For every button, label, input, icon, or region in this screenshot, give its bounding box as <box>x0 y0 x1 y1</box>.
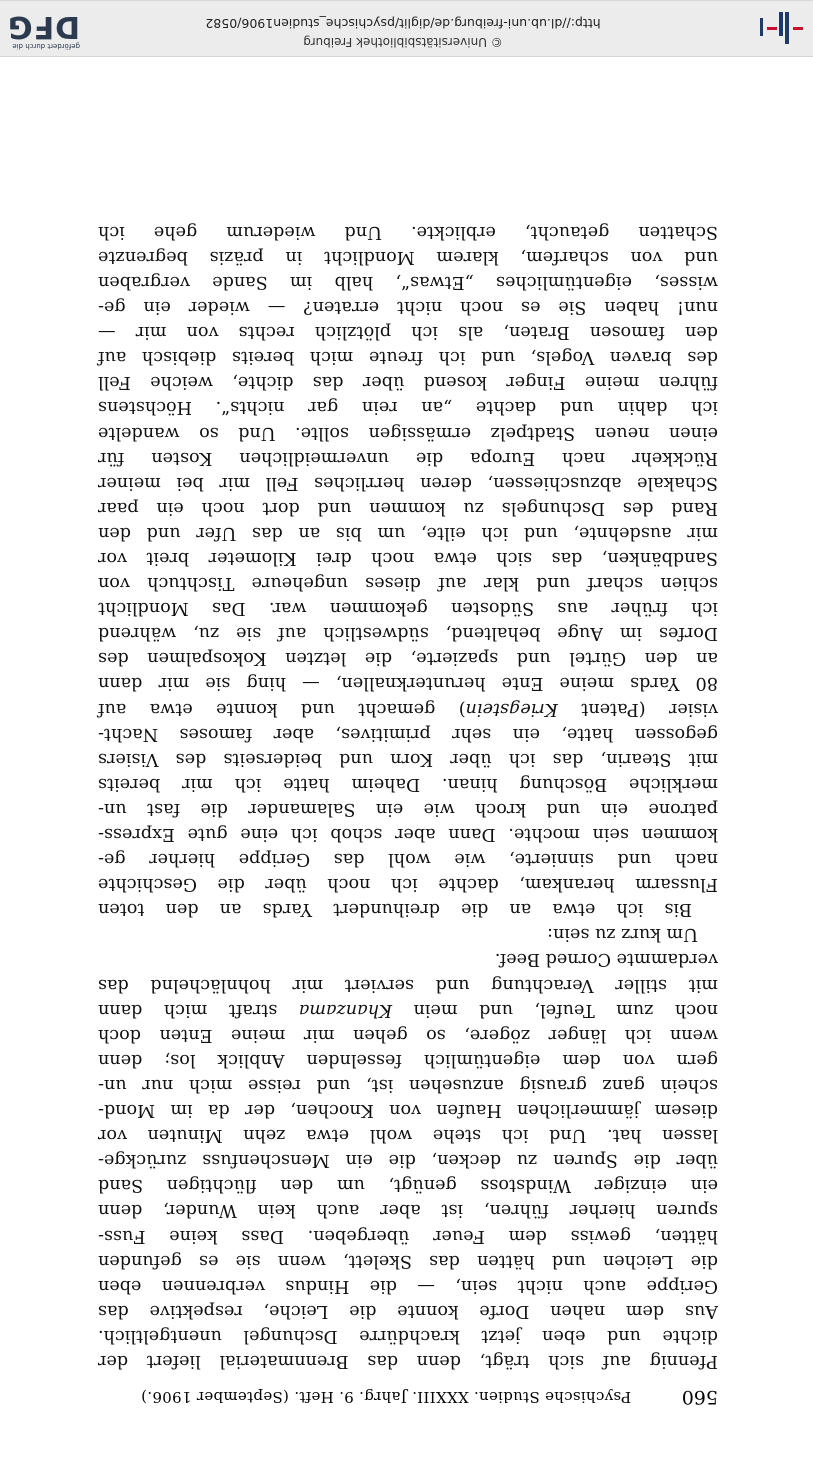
text-line: Pfennig auf sich trägt, denn das Brennmaterial liefert der <box>98 1351 718 1371</box>
text-line: einen neuen Stadtpelz ermässigen sollte. Und so wandelte <box>98 422 718 443</box>
text-line: noch zum Teufel, und mein Khanzama straft mich dann <box>98 999 718 1020</box>
text-line: ich dahin und dachte „an rein gar nichts“. Höchstens <box>98 397 718 418</box>
text-line: verdammte Corned Beef. <box>494 949 718 970</box>
text-line: Rand des Dschungels zu kommen und dort noch ein paar <box>98 497 718 518</box>
text-line: schien scharf und klar auf dieses ungeheure Tischtuch von <box>98 573 718 594</box>
text-line: 80 Yards meine Ente herunterknallen, — hing sie mir dann <box>98 673 718 694</box>
body-text <box>98 219 718 1373</box>
text-line: an den Gürtel und spazierte, die letzten Kokospalmen des <box>98 648 718 669</box>
dfg-sub-label: gefördert durch die <box>12 42 80 50</box>
text-line: diesem jämmerlichen Haufen von Knochen, der da im Mond- <box>98 1100 718 1121</box>
text-line: Schakale abzuschiessen, deren herrliches Fell mir bei meiner <box>98 472 718 493</box>
text-line: führen meine Finger kosend über das dichte, weiche Fell <box>98 372 718 393</box>
text-line: merkliche Böschung hinan. Daheim hatte ich mir bereits <box>98 773 718 794</box>
page-header <box>98 1386 718 1408</box>
text-line: nach und sinnierte, wie wohl das Gerippe hierher ge- <box>98 849 718 870</box>
text-line: Um kurz zu sein: <box>547 924 698 945</box>
ub-freiburg-logo-icon[interactable] <box>755 10 805 46</box>
text-line: mit Stearin, das ich über Korn und beiderseits des Visiers <box>98 748 718 769</box>
text-line: Rückkehr nach Europa die unvermeidlichen Kosten für <box>98 447 718 468</box>
text-line: schein ganz grausig anzusehen ist, und reisse mich nur un- <box>98 1074 718 1095</box>
text-line: die Leichen und hätten das Skelett, wenn sie es gefunden <box>98 1250 718 1271</box>
bottom-divider <box>0 0 813 1</box>
text-line: wisses, eigentümliches „Etwas“, halb im Sande vergraben <box>98 271 718 292</box>
text-line: kommen sein mochte. Dann aber schob ich eine gute Express- <box>98 824 718 845</box>
text-line: mit stiller Verachtung und serviert mir hohnlächelnd das <box>98 974 718 995</box>
text-line: nun! haben Sie es noch nicht erraten? — wieder ein ge- <box>98 297 718 318</box>
text-line: Bis ich etwa an die dreihundert Yards an den toten <box>98 899 692 920</box>
text-line: mir ausdehnte, und ich eilte, um bis an das Ufer und den <box>98 522 718 543</box>
text-line: spuren hierher führen, ist aber auch kein Wunder, denn <box>98 1200 718 1221</box>
text-line: Flussarm herankam, dachte ich noch über die Geschichte <box>98 874 718 895</box>
text-line: visier (Patent Kriegstein) gemacht und konnte etwa auf <box>98 698 718 719</box>
page-text <box>98 219 718 1408</box>
viewer-footer-bar <box>0 0 813 57</box>
copyright-notice: © Universitätsbibliothek Freiburg <box>303 35 503 49</box>
text-line: patrone ein und kroch wie ein Salamander die fast un- <box>98 798 718 819</box>
text-line: Gerippe auch nicht sein, — die Hindus verbrennen eben <box>98 1275 718 1296</box>
text-line: Dorfes im Auge behaltend, südwestlich auf sie zu, während <box>98 623 718 644</box>
page-number: 560 <box>681 1386 718 1408</box>
text-line: Aus dem nahen Dorfe konnte die Leiche, respektive das <box>98 1300 718 1321</box>
text-line: wenn ich länger zögere, so gehen mir meine Enten doch <box>98 1024 718 1045</box>
text-line: lassen hat. Und ich stehe wohl etwa zehn Minuten vor <box>98 1125 718 1146</box>
running-head: Psychische Studien. XXXIII. Jahrg. 9. Heft. (September 1906.) <box>140 1388 632 1406</box>
text-line: ich früher aus Südosten gekommen war. Das Mondlicht <box>98 598 718 619</box>
text-line: Schatten getaucht, erblickte. Und wiederum gehe ich <box>98 221 718 242</box>
text-line: gegossen hatte, ein sehr primitives, aber famoses Nacht- <box>98 723 718 744</box>
text-line: den famosen Braten, als ich plötzlich rechts von mir — <box>98 322 718 343</box>
text-line: gern von dem eigentümlich fesselnden Anblick los; denn <box>98 1049 718 1070</box>
text-line: dichte und eben jetzt krachdürre Dschungel unentgeltlich. <box>98 1325 718 1346</box>
dfg-logo-text: DFG <box>6 9 80 44</box>
text-line: des braven Vogels, und ich freute mich bereits diebisch auf <box>98 347 718 368</box>
text-line: über die Spuren zu decken, die ein Menschenfuss zurückge- <box>98 1150 718 1171</box>
text-line: hätten, gewiss dem Feuer übergeben. Dass keine Fuss- <box>98 1225 718 1246</box>
permalink-url[interactable]: http://dl.ub.uni-freiburg.de/diglit/psychische_studien1906/0582 <box>205 16 601 31</box>
dfg-logo[interactable] <box>6 6 80 50</box>
text-line: und von scharfem, klarem Mondlicht in präzis begrenzte <box>98 246 718 267</box>
text-line: Sandbänken, das sich etwa noch drei Kilometer breit vor <box>98 548 718 568</box>
text-line: ein einziger Windstoss genügt, um den flüchtigen Sand <box>98 1175 718 1196</box>
